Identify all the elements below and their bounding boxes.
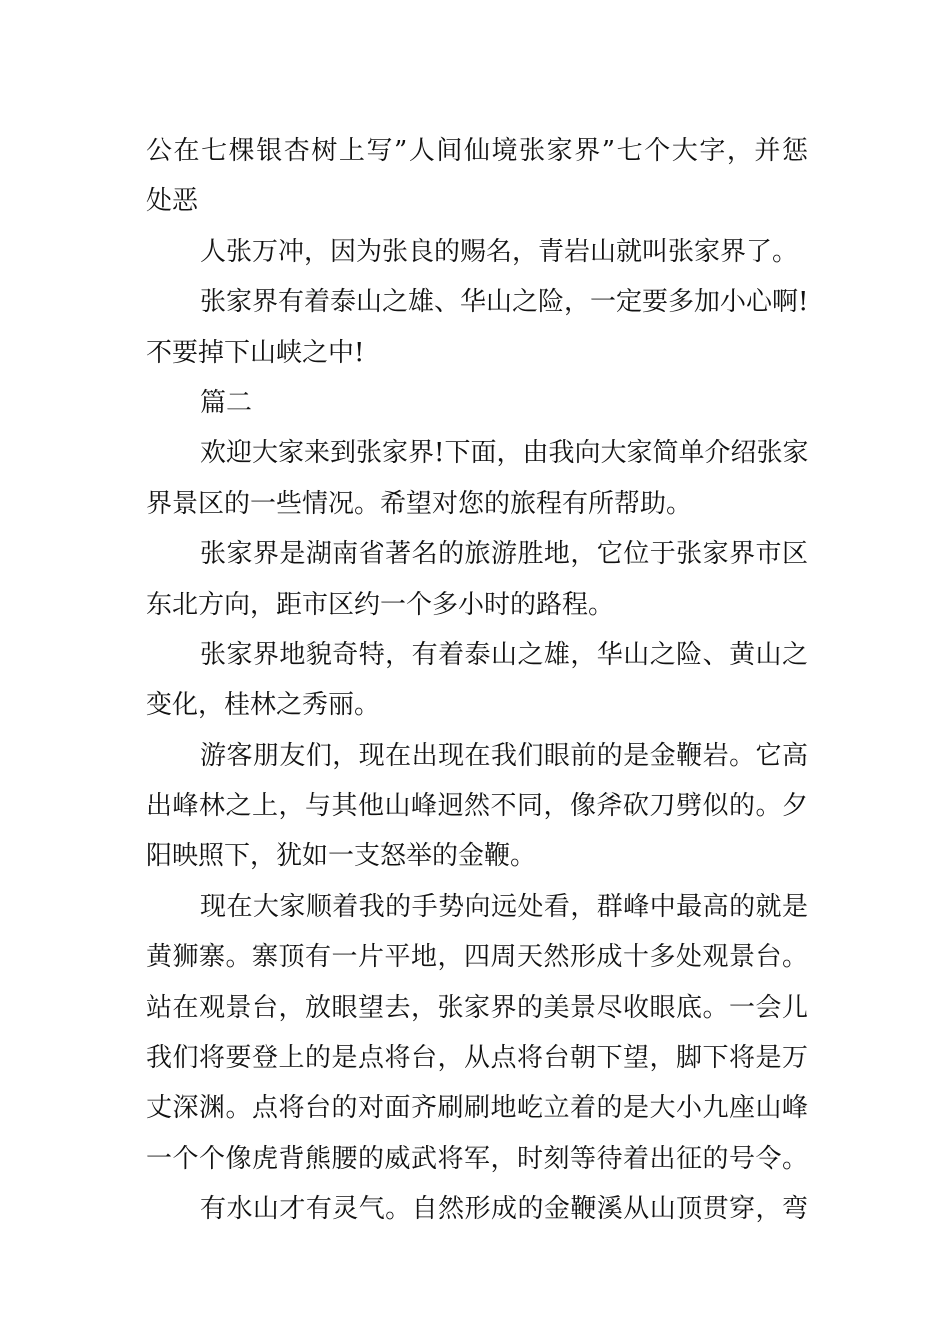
text-line: 我们将要登上的是点将台，从点将台朝下望，脚下将是万 — [146, 1043, 808, 1074]
text-line: 阳映照下，犹如一支怒举的金鞭。 — [146, 841, 537, 872]
text-line: 界景区的一些情况。希望对您的旅程有所帮助。 — [146, 488, 693, 519]
text-line: 张家界有着泰山之雄、华山之险，一定要多加小心啊! — [200, 287, 809, 318]
text-line: 处恶 — [146, 186, 199, 217]
text-line: 一个个像虎背熊腰的威武将军，时刻等待着出征的号令。 — [146, 1143, 808, 1174]
section-heading: 篇二 — [200, 387, 253, 418]
text-line: 丈深渊。点将台的对面齐刷刷地屹立着的是大小九座山峰 — [146, 1093, 808, 1124]
text-line: 黄狮寨。寨顶有一片平地，四周天然形成十多处观景台。 — [146, 942, 808, 973]
text-line: 现在大家顺着我的手势向远处看，群峰中最高的就是 — [200, 891, 808, 922]
text-line: 欢迎大家来到张家界!下面，由我向大家简单介绍张家 — [200, 438, 809, 469]
text-line: 站在观景台，放眼望去，张家界的美景尽收眼底。一会儿 — [146, 992, 808, 1023]
document-body — [146, 126, 808, 1235]
text-line: 张家界是湖南省著名的旅游胜地，它位于张家界市区 — [200, 539, 808, 570]
text-line: 变化，桂林之秀丽。 — [146, 690, 381, 721]
text-line: 出峰林之上，与其他山峰迥然不同，像斧砍刀劈似的。夕 — [146, 791, 808, 822]
text-line: 游客朋友们，现在出现在我们眼前的是金鞭岩。它高 — [200, 740, 808, 771]
text-line: 张家界地貌奇特，有着泰山之雄，华山之险、黄山之 — [200, 639, 808, 670]
text-line: 东北方向，距市区约一个多小时的路程。 — [146, 589, 615, 620]
text-line: 有水山才有灵气。自然形成的金鞭溪从山顶贯穿，弯 — [200, 1194, 808, 1225]
text-line: 不要掉下山峡之中! — [146, 337, 365, 368]
text-line: 公在七棵银杏树上写”人间仙境张家界”七个大字，并惩 — [146, 136, 808, 166]
text-line: 人张万冲，因为张良的赐名，青岩山就叫张家界了。 — [200, 236, 799, 267]
